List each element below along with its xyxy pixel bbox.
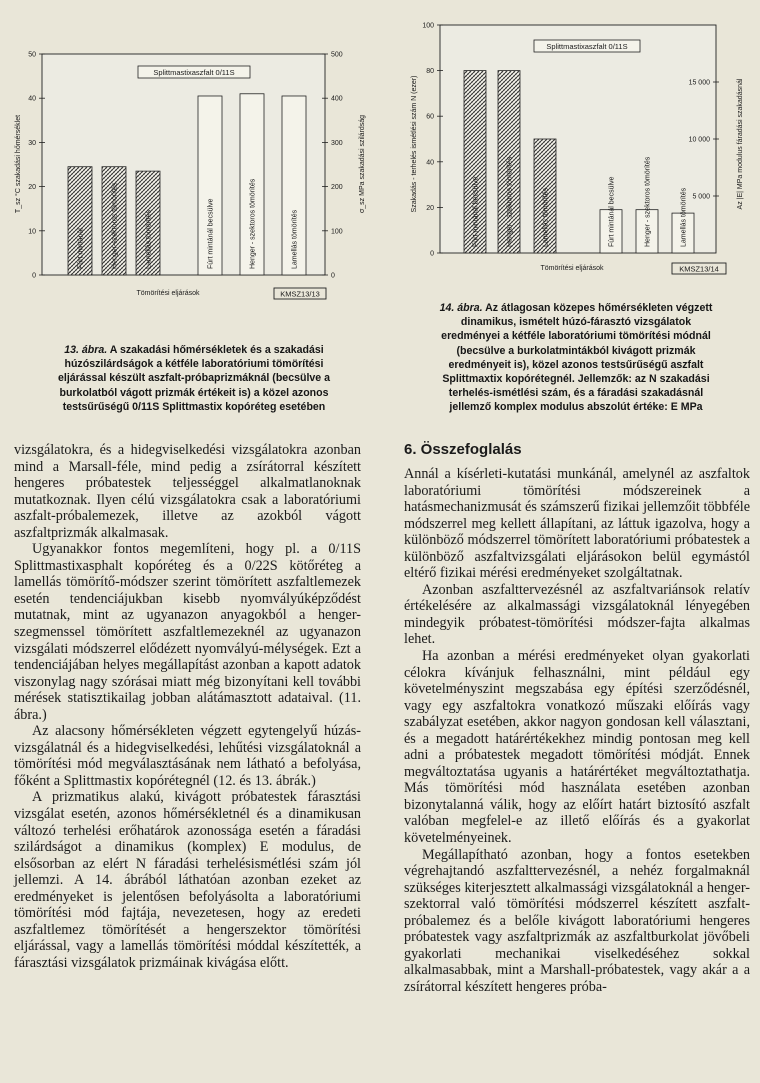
caption-line: jellemző komplex modulus abszolút értéke: E MPa [449, 401, 703, 414]
paragraph: Ugyanakkor fontos megemlíteni, hogy pl. a 0/11S Splittmastixasphalt kopóréteg és a 0/22S kötőréteg a lamellás tömörítő-módszer szerint tömörített aszfaltlemezek esetén tendenciájukban kisebb nyomvályúképződést mutatnak, mint az ugyanazon anyagokból a henger-szegmenssel tömörített aszfaltlemezeknél az ugyanazon vizsgálati módszerrel elődézett nyomvályú-mélységek. Ezt a tendenciájában helyes megállapítást azonban a kapott adatok viszonylag nagy szórásai miatt még bizonyítani kell további mérések statisztikailag jobban alátámasztott adataival. (11. ábra.) [14, 541, 361, 723]
right-tick-label: 400 [331, 95, 343, 103]
caption-line: (becsülve a burkolatmintákból kivágott prizmák [456, 344, 696, 357]
bar-label: Lamellás tömörítés [542, 187, 550, 247]
paragraph: Az alacsony hőmérsékleten végzett egytengelyű húzás-vizsgálatnál és a hidegviselkedési, lehűtési vizsgálatoknál a tömörítési mód megválasztásának nem látható a befolyása, főként a Splittmastix kopórétegnél (12. és 13. ábrák.) [14, 723, 361, 789]
caption-line: eredményeit is), közel azonos testsűrűségű aszfalt [448, 358, 704, 371]
paragraph: Ha azonban a mérési eredményeket olyan gyakorlati célokra kívánjuk felhasználni, mint például egy követelményszint megszabása egy építési szerződésnél, vagy egy aszfaltokra vonatkozó műszaki előírás vagy szabályzat esetében, akkor nagyon gondosan kell választani, és a megadott határértékekhez mindig pontosan meg kell adni a próbatestek megadott tömörítési módját. Ennek megváltoztatása ugyanis a határértéket megváltoztathatja. Más tömörítési mód használata esetében azonban bizonytalanná válik, hogy az előírt határt biztosító aszfalt valóban megfelel-e az illető előírás és a gyakorlat követelményeinek. [404, 648, 750, 847]
right-tick-label: 300 [331, 139, 343, 147]
left-tick-label: 50 [28, 51, 36, 59]
y-axis-label-right: σ_sz MPa szakadási szilárdság [359, 114, 366, 214]
figure-14-label: 14. ábra. [439, 302, 483, 314]
bar-label: Fúrt mintánál [77, 228, 85, 269]
figure-13-svg [10, 44, 375, 306]
y-axis-label-left: Szakadás - terhelés ismétlési szám N (ezer) [411, 75, 418, 213]
left-tick-label: 80 [426, 68, 434, 76]
left-tick-label: 60 [426, 113, 434, 121]
y-axis-label-left: T_sz °C szakadási hőmérséklet [15, 114, 22, 214]
caption-line: Az átlagosan közepes hőmérsékleten végzett [485, 302, 713, 314]
caption-line: Splittmaxtix kopórétegnél. Jellemzők: az N szakadási [442, 373, 710, 386]
right-tick-label: 5 000 [692, 193, 710, 201]
bar-label: Henger - szektoros tömörítés [506, 156, 514, 247]
bar-label: Henger-szektoros tömörítés [111, 182, 119, 269]
x-axis-label: Tömörítési eljárások [136, 290, 200, 297]
figure-13-label: 13. ábra. [64, 344, 108, 356]
right-tick-label: 500 [331, 51, 343, 59]
figure-13-caption [18, 343, 370, 414]
figure-14-caption [400, 301, 752, 415]
caption-line: eljárással készült aszfalt-próbaprizmáknál (becsülve a [57, 372, 331, 385]
paragraph: Megállapítható azonban, hogy a fontos esetekben végrehajtandó aszfalttervezésnél, a nehéz forgalmaknál szükséges kiterjesztett alkalmassági vizsgálatoknál a henger-szektorral való tömörítési módszerrel készített aszfalt-próbalemez és a belőle kivágott laboratóriumi hengeres próbatestek vagy aszfaltprizmák az aszfaltburkolat jövőbeli gyakorlati mechanikai viselkedéséhez sokkal alkalmasabbak, mint a Marshall-próbatestek, vagy akár a a zsírátorral készített hengeres próba- [404, 846, 750, 995]
right-tick-label: 200 [331, 184, 343, 192]
bar-label: Lamellás tömörítés [291, 209, 299, 269]
left-text-column [14, 442, 361, 972]
left-tick-label: 10 [28, 228, 36, 236]
paragraph: A prizmatikus alakú, kivágott próbatestek fárasztási vizsgálat esetén, azonos hőmérsékletnél és a dinamikusan változó terhelési erőhatárok azonossága esetén a fáradási szilárdságot a dinamikus (komplex) E modulus, de elsősorban az elért N fáradási terhelésismétlési szám jól jellemzi. A 14. ábrából láthatóan azonban ezeket az eredményeket is jelentősen befolyásolta a laboratóriumi tömörítési mód fajtája, nevezetesen, hogy az eredeti aszfaltlemez tömörítését a hengerszektor tömörítési eljárással, vagy a lamellás tömörítési móddal készítették, a fárasztási vizsgálatok prizmáinak kivágása előtt. [14, 789, 361, 971]
caption-line: dinamikus, ismételt húzó-fárasztó vizsgálatok [460, 316, 692, 329]
right-text-column [404, 466, 750, 996]
left-tick-label: 20 [426, 204, 434, 212]
left-tick-label: 40 [426, 159, 434, 167]
figure-14-chart [404, 14, 752, 282]
left-tick-label: 0 [430, 250, 434, 258]
caption-line: A szakadási hőmérsékletek és a szakadási [109, 344, 324, 356]
right-tick-label: 100 [331, 228, 343, 236]
figure-14-svg [404, 14, 752, 282]
legend-box-text: Splittmastixaszfalt 0/11S [546, 42, 628, 51]
y-axis-label-right: Az |E| MPa modulus fáradási szakadásnál [737, 78, 744, 210]
left-tick-label: 0 [32, 272, 36, 280]
x-axis-label: Tömörítési eljárások [540, 265, 604, 272]
paragraph: Annál a kísérleti-kutatási munkánál, amelynél az aszfaltok laboratóriumi tömörítési módszereinek a hatásmechanizmusát és számszerű fizikai jellemzőit többféle módszerrel meg kellett állapítani, az láttuk igazolva, hogy a különböző módszerrel tömörített laboratóriumi próbatestek a különböző aszfaltvizsgálati eljárásokon belül egymástól eltérő fizikai mérési eredményeket szolgáltatnak. [404, 466, 750, 582]
caption-line: eredményei a kétféle laboratóriumi tömörítési módnál [441, 330, 711, 343]
left-tick-label: 30 [28, 139, 36, 147]
left-tick-label: 20 [28, 184, 36, 192]
caption-line: testsűrűségű 0/11S Splittmastix kopóréteg esetében [62, 400, 326, 413]
bar-label: Fúrt mintánál becsülve [608, 176, 616, 247]
figure-13-chart [10, 44, 375, 306]
code-box-text: KMSZ13/13 [280, 289, 320, 299]
bar-label: Fúrt mintánál becsülve [472, 176, 480, 247]
paragraph: vizsgálatokra, és a hidegviselkedési vizsgálatokra azonban mind a Marsall-féle, mind pedig a zsírátorral készített hengeres próbatestek teljességgel alkalmatlanoknak mutatkoznak. Ilyen célú vizsgálatokra csak a laboratóriumi aszfalt-próbalemezek, illetve az azokból vágott aszfaltprizmák alkalmasak. [14, 442, 361, 541]
section-title: 6. Összefoglalás [404, 441, 522, 458]
right-tick-label: 15 000 [688, 79, 710, 87]
code-box-text: KMSZ13/14 [679, 264, 719, 274]
bar-label: Henger - szektoros tömörítés [644, 156, 652, 247]
legend-box-text: Splittmastixaszfalt 0/11S [153, 68, 235, 77]
bar-label: Henger - szektoros tömörítés [249, 178, 257, 269]
caption-line: terhelés-ismétlési szám, és a fáradási szakadásnál [448, 387, 704, 400]
paragraph: Azonban aszfalttervezésnél az aszfaltvariánsok relatív értékelésére az alkalmassági vizsgálatoknál lényegében mindegyik próbatest-tömörítési módszer-fajta alkalmas lehet. [404, 581, 750, 648]
caption-line: burkolatból vágott prizmák értékeit is) a közel azonos [59, 386, 329, 399]
left-tick-label: 100 [422, 22, 434, 30]
bar-label: Lamellás tömörítés [145, 209, 153, 269]
bar-label: Fúrt mintánál becsülve [207, 198, 215, 269]
bar-label: Lamellás tömörítés [680, 187, 688, 247]
caption-line: húzószilárdságok a kétféle laboratóriumi tömörítési [64, 358, 324, 371]
right-tick-label: 10 000 [688, 136, 710, 144]
left-tick-label: 40 [28, 95, 36, 103]
right-tick-label: 0 [331, 272, 335, 280]
